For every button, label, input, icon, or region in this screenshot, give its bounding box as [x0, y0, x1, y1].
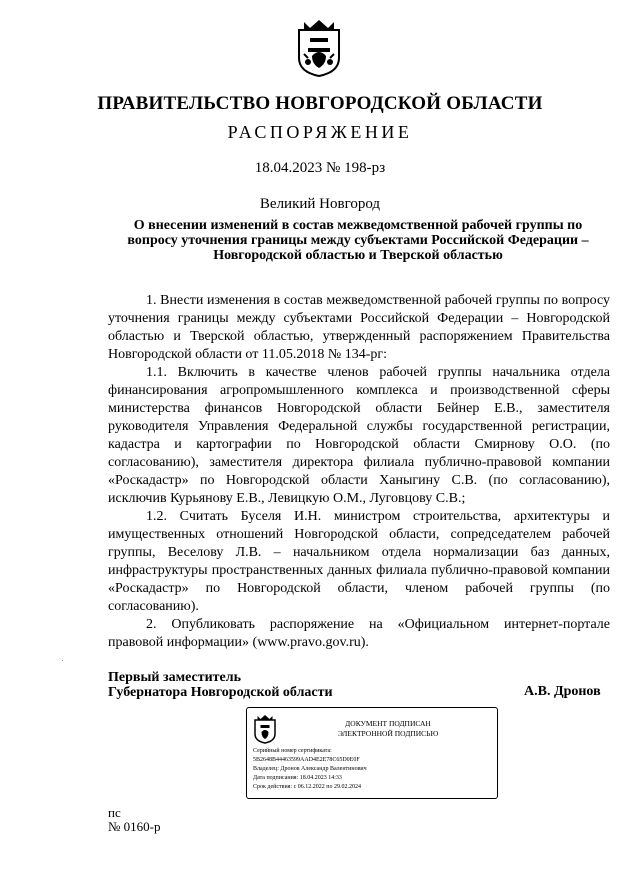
paragraph-1: 1. Внести изменения в состав межведомственной рабочей группы по вопросу уточнения границы между субъектами Российской Федерации – Новгородской областью и Тверской областью, утвержденный распоряжением Правительства Новгородской области от 11.05.2018 № 134-рг:: [108, 293, 610, 362]
stamp-coat-of-arms-icon: [253, 714, 277, 744]
stamp-title: [283, 719, 493, 739]
date-number: 18.04.2023 № 198-рз: [254, 160, 386, 176]
certificate-label: Серийный номер сертификата:: [253, 748, 332, 754]
signatory-position: [108, 670, 333, 700]
coat-of-arms-icon: [296, 18, 342, 78]
stamp-title-line-2: ЭЛЕКТРОННОЙ ПОДПИСЬЮ: [337, 729, 439, 738]
document-body: [108, 292, 610, 652]
certificate-validity: Срок действия: с 06.12.2022 по 29.02.2024: [253, 784, 361, 790]
stamp-title-line-1: ДОКУМЕНТ ПОДПИСАН: [345, 719, 431, 728]
position-line-1: Первый заместитель: [108, 670, 241, 685]
scan-speck: [62, 660, 63, 661]
paragraph-1-2: 1.2. Считать Буселя И.Н. министром строительства, архитектуры и имущественных отношений Новгородской области, сопредседателем рабочей группы, Веселову Л.В. – начальником отдела нормализации баз данных, инфраструктуры пространственных данных филиала публично-правовой компании «Роскадастр» по Новгородской области, членом рабочей группы (по согласованию).: [108, 509, 610, 614]
reference-line-2: № 0160-р: [108, 819, 161, 834]
signatory-name: А.В. Дронов: [524, 684, 601, 699]
government-title: ПРАВИТЕЛЬСТВО НОВГОРОДСКОЙ ОБЛАСТИ: [97, 93, 543, 114]
document-type: РАСПОРЯЖЕНИЕ: [227, 122, 413, 142]
paragraph-2: 2. Опубликовать распоряжение на «Официальном интернет-портале правовой информации» (www.pravo.gov.ru).: [108, 617, 610, 650]
position-line-2: Губернатора Новгородской области: [108, 685, 333, 700]
paragraph-1-1: 1.1. Включить в качестве членов рабочей группы начальника отдела финансирования агропромышленного комплекса и производственной сферы министерства финансов Новгородской области Бейнер Е.В., заместителя руководителя Управления Федеральной службы государственной регистрации, кадастра и картографии по Новгородской области Смирнову О.О. (по согласованию), заместителя директора филиала публично-правовой компании «Роскадастр» по Новгородской области Ханыгину С.В. (по согласованию), исключив Курьянову Е.В., Левицкую О.М., Луговцову С.В.;: [108, 365, 610, 506]
stamp-details: [253, 747, 367, 792]
certificate-owner: Владелец: Дронов Александр Валентинович: [253, 766, 367, 772]
signing-date: Дата подписания: 18.04.2023 14:33: [253, 775, 342, 781]
reference-line-1: пс: [108, 805, 121, 820]
city: Великий Новгород: [259, 196, 381, 212]
document-subject: О внесении изменений в состав межведомственной рабочей группы по вопросу уточнения границы между субъектами Российской Федерации – Новгородской областью и Тверской областью: [127, 218, 589, 263]
electronic-signature-stamp: [246, 707, 498, 799]
registry-reference: [108, 806, 160, 834]
certificate-number: 5B2648B44463599AAD4E2E78C65D0E0F: [253, 757, 360, 763]
